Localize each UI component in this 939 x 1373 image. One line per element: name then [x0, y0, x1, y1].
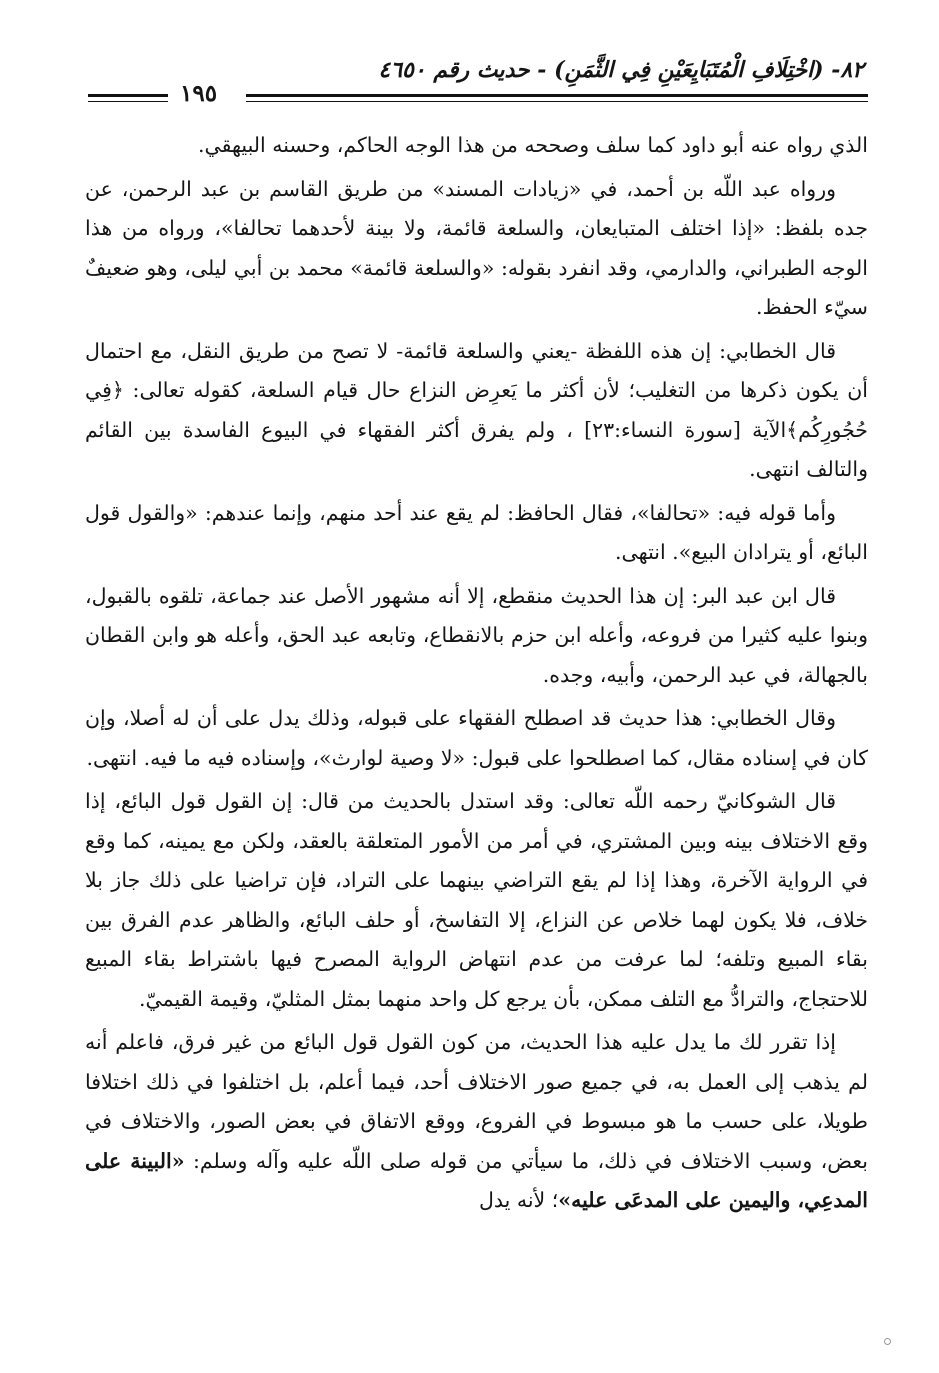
- paragraph-1: الذي رواه عنه أبو داود كما سلف وصححه من هذا الوجه الحاكم، وحسنه البيهقي.: [197, 133, 868, 157]
- header-rule-long: [246, 94, 868, 102]
- paragraph-8-tail: ؛ لأنه يدل: [478, 1188, 559, 1212]
- paragraph-4: وأما قوله فيه: «تحالفا»، فقال الحافظ: لم يقع عند أحد منهم، وإنما عندهم: «والقول قول البائع، أو يترادان البيع». انتهى.: [85, 500, 868, 564]
- paragraph-8-text: إذا تقرر لك ما يدل عليه هذا الحديث، من كون القول قول البائع من غير فرق، فاعلم أنه لم يذهب إلى العمل به، في جميع صور الاختلاف أحد، فيما أعلم، بل اختلفوا في ذلك اختلافا طويلا، على حسب ما هو مبسوط في الفروع، ووقع الاتفاق في بعض الصور، والاختلاف في بعض، وسبب الاختلاف في ذلك، ما سيأتي من قوله صلى اللّه عليه وآله وسلم:: [85, 1030, 869, 1173]
- paragraph-5: قال ابن عبد البر: إن هذا الحديث منقطع، إلا أنه مشهور الأصل عند جماعة، تلقوه بالقبول، وبنوا عليه كثيرا من فروعه، وأعله ابن حزم بالانقطاع، وتابعه عبد الحق، وأعله هو وابن القطان بالجهالة، في عبد الرحمن، وأبيه، وجده.: [85, 583, 868, 687]
- page-header: [88, 50, 868, 112]
- corner-dot: [884, 1338, 891, 1345]
- paragraph-8: [85, 1023, 868, 1221]
- paragraph-6: وقال الخطابي: هذا حديث قد اصطلح الفقهاء على قبوله، وذلك يدل على أن له أصلا، وإن كان في إسناده مقال، كما اصطلحوا على قبول: «لا وصية لوارث»، وإسناده فيه ما فيه. انتهى.: [85, 706, 868, 770]
- paragraph-7: قال الشوكانيّ رحمه اللّه تعالى: وقد استدل بالحديث من قال: إن القول قول البائع، إذا وقع الاختلاف بينه وبين المشتري، في أمر من الأمور المتعلقة بالعقد، ولكن مع يمينه، كما وقع في الرواية الآخرة، وهذا إذا لم يقع التراضي بينهما على التراد، فإن تراضيا على ذلك جاز بلا خلاف، فلا يكون لهما خلاص عن النزاع، إلا التفاسخ، أو حلف البائع، والظاهر عدم الفرق بين بقاء المبيع وتلفه؛ لما عرفت من عدم انتهاض الرواية المصرح فيها باشتراط بقاء المبيع للاحتجاج، والترادُّ مع التلف ممكن، بأن يرجع كل واحد منهما بمثل المثليّ، وقيمة القيميّ.: [85, 789, 868, 1011]
- paragraph-2: ورواه عبد اللّه بن أحمد، في «زيادات المسند» من طريق القاسم بن عبد الرحمن، عن جده بلفظ: «إذا اختلف المتبايعان، والسلعة قائمة، ولا بينة لأحدهما تحالفا»، ورواه من هذا الوجه الطبراني، والدارمي، وقد انفرد بقوله: «والسلعة قائمة» محمد بن أبي ليلى، وهو ضعيفٌ سيّء الحفظ.: [85, 176, 868, 319]
- page-number: ١٩٥: [180, 80, 218, 107]
- header-rule-short: [88, 94, 168, 102]
- running-title: ٨٢- (اخْتِلَافِ الْمُتَبَايِعَيْنِ فِي الثَّمَنِ) - حديث رقم ٤٦٥٠: [378, 57, 864, 83]
- page-body: [85, 126, 868, 1225]
- hadith-quote: «البينة على المدعِي، واليمين على المدعَى عليه»: [85, 1148, 868, 1212]
- paragraph-3: قال الخطابي: إن هذه اللفظة -يعني والسلعة قائمة- لا تصح من طريق النقل، مع احتمال أن يكون ذكرها من التغليب؛ لأن أكثر ما يَعرِض النزاع حال قيام السلعة، كقوله تعالى: ﴿فِي حُجُورِكُم﴾الآية [سورة النساء:٢٣] ، ولم يفرق أكثر الفقهاء في البيوع الفاسدة بين القائم والتالف انتهى.: [85, 338, 868, 481]
